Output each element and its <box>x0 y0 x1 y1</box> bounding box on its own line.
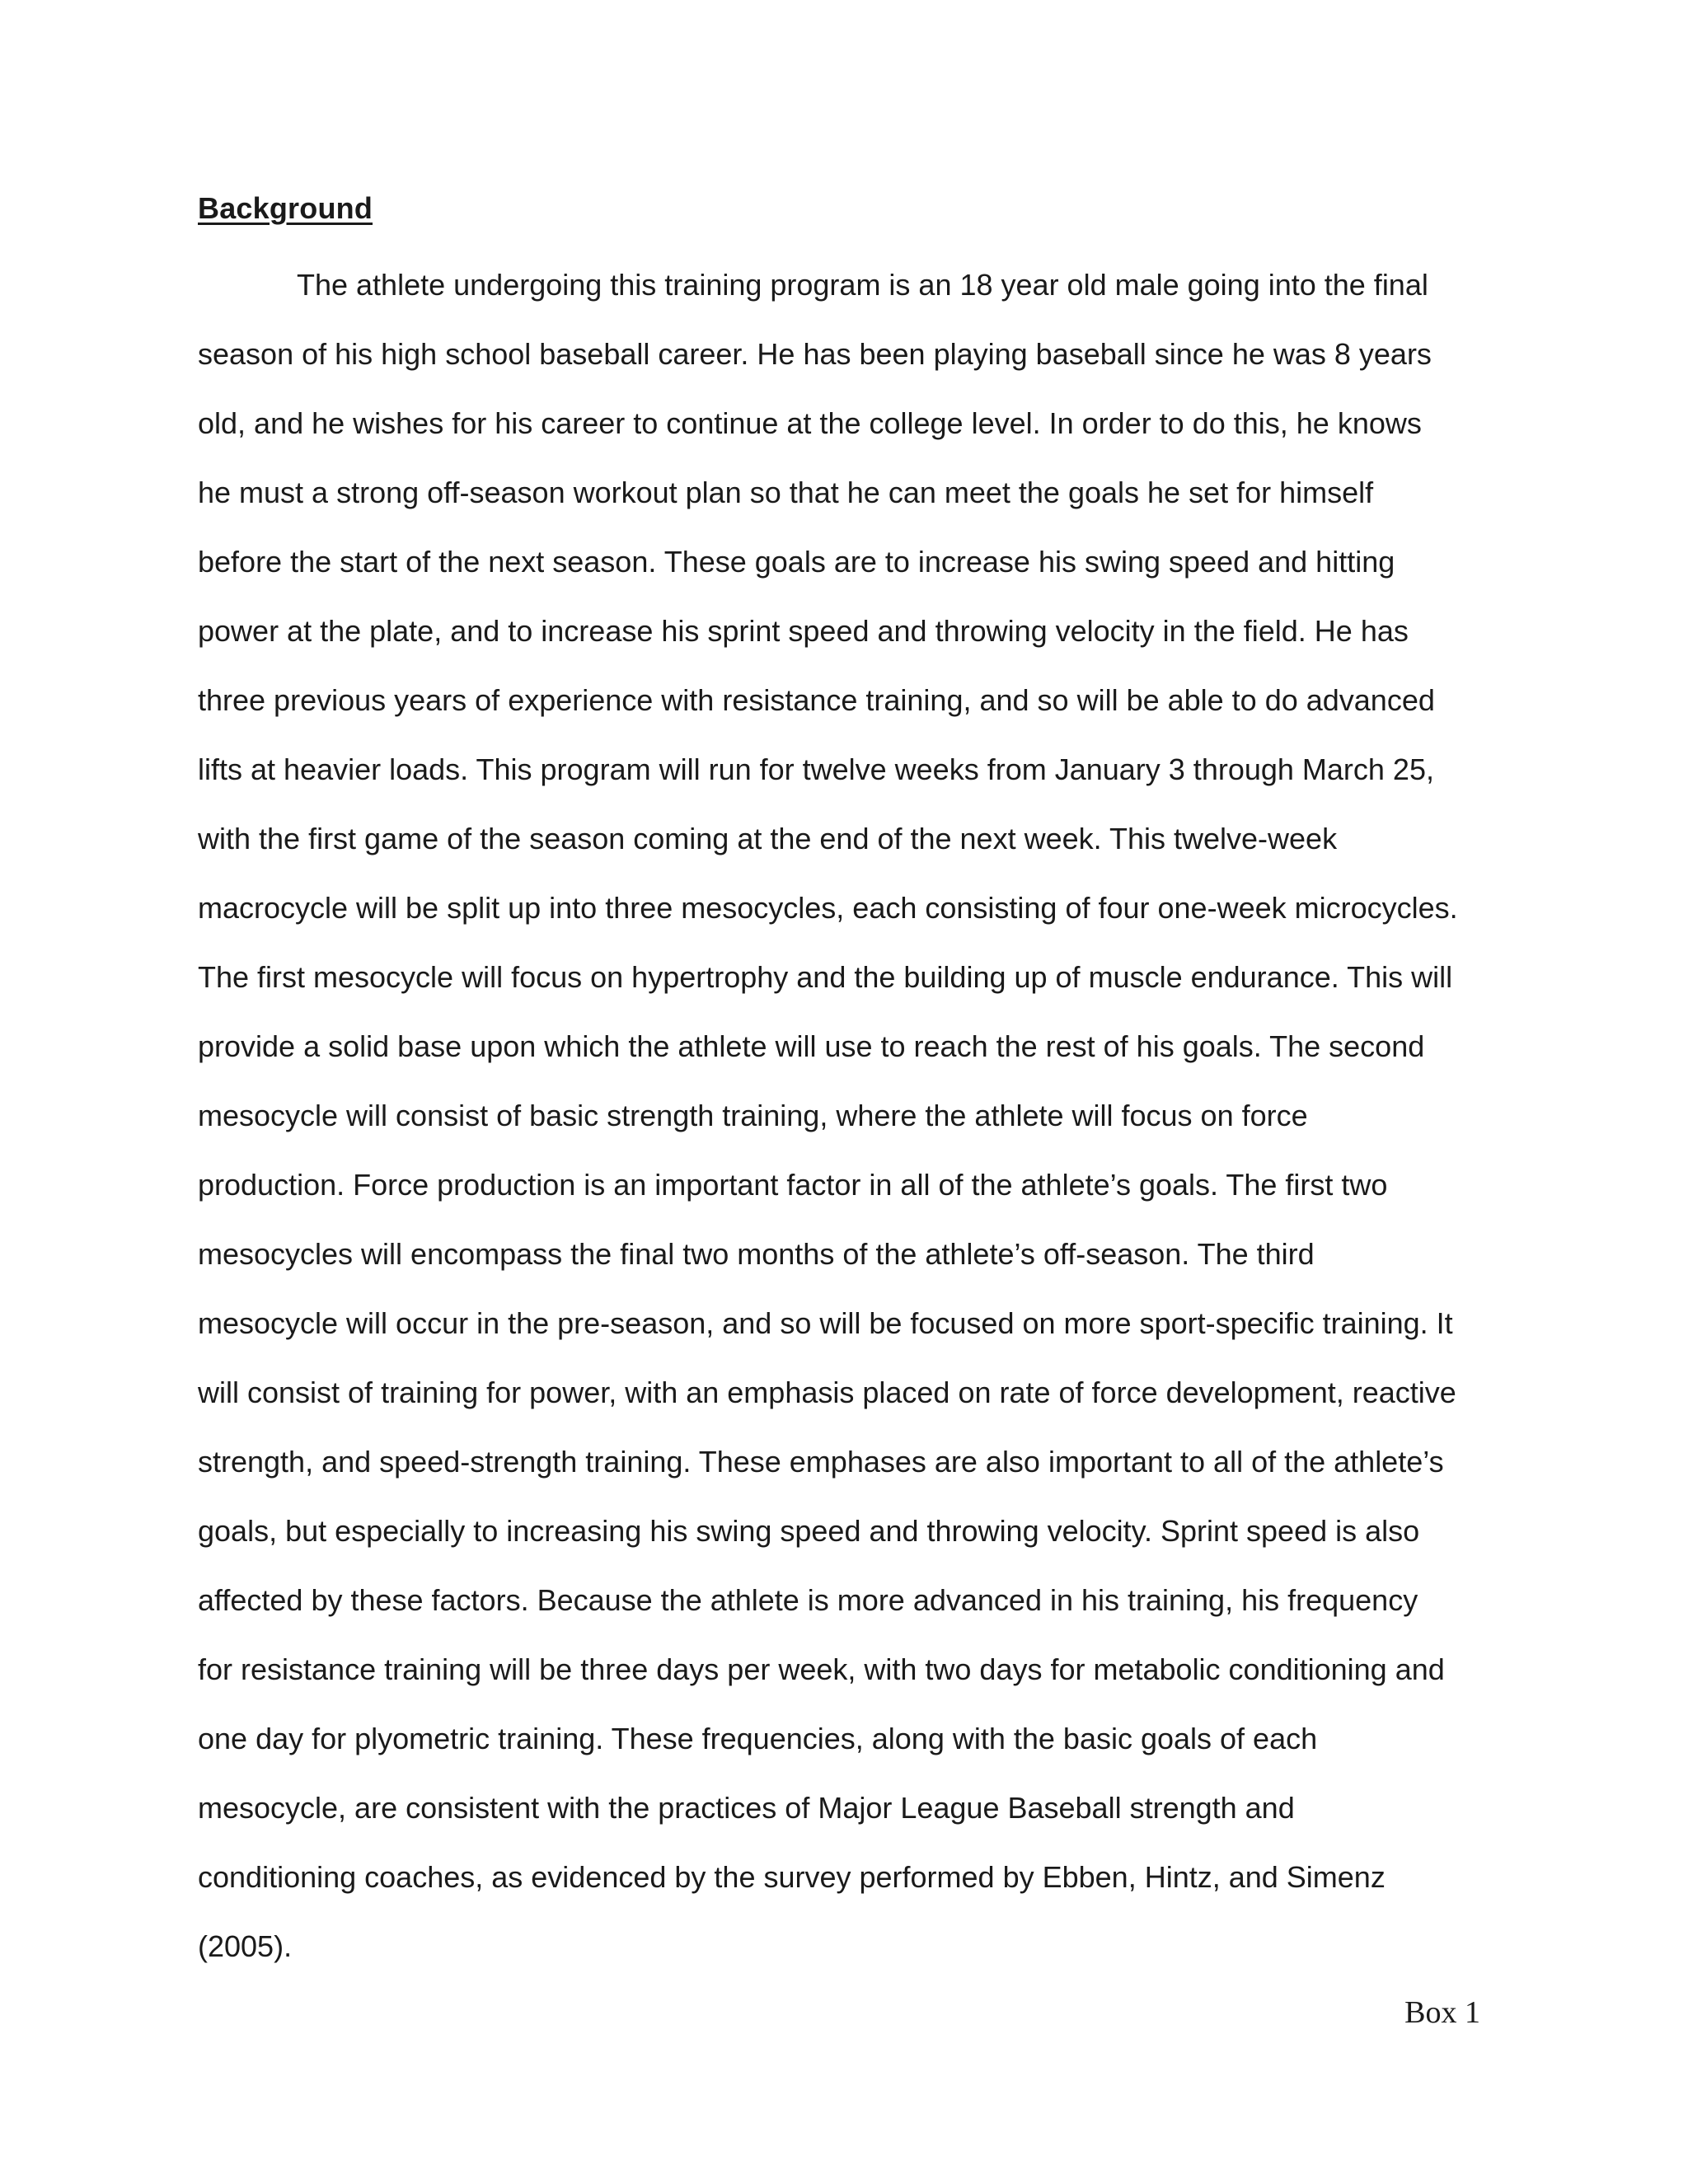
paragraph-line: power at the plate, and to increase his sprint speed and throwing velocity in the field. He has <box>198 614 1409 648</box>
paragraph-line: (2005). <box>198 1929 293 1963</box>
paragraph-line: before the start of the next season. These goals are to increase his swing speed and hitting <box>198 545 1395 579</box>
paragraph-line: strength, and speed-strength training. These emphases are also important to all of the athlete’s <box>198 1445 1444 1479</box>
section-heading: Background <box>198 191 373 225</box>
paragraph-line: affected by these factors. Because the athlete is more advanced in his training, his frequency <box>198 1583 1418 1617</box>
paragraph-line: The athlete undergoing this training program is an 18 year old male going into the final <box>297 268 1428 302</box>
page-number: Box 1 <box>1404 1995 1480 2030</box>
paragraph-line: The first mesocycle will focus on hypertrophy and the building up of muscle endurance. This will <box>198 960 1453 994</box>
paragraph-line: conditioning coaches, as evidenced by the survey performed by Ebben, Hintz, and Simenz <box>198 1860 1386 1894</box>
paragraph-line: for resistance training will be three days per week, with two days for metabolic conditioning and <box>198 1652 1445 1686</box>
paragraph-line: goals, but especially to increasing his swing speed and throwing velocity. Sprint speed is also <box>198 1514 1420 1548</box>
paragraph-line: production. Force production is an important factor in all of the athlete’s goals. The first two <box>198 1168 1388 1202</box>
paragraph-line: he must a strong off-season workout plan so that he can meet the goals he set for himself <box>198 476 1374 509</box>
paragraph-line: three previous years of experience with resistance training, and so will be able to do advanced <box>198 683 1435 717</box>
paragraph-line: mesocycle will occur in the pre-season, and so will be focused on more sport-specific training. It <box>198 1306 1453 1340</box>
paragraph-line: lifts at heavier loads. This program will run for twelve weeks from January 3 through March 25, <box>198 752 1434 786</box>
body-paragraph <box>198 264 1484 1994</box>
paragraph-line: old, and he wishes for his career to continue at the college level. In order to do this, he knows <box>198 406 1422 440</box>
paragraph-line: mesocycle will consist of basic strength training, where the athlete will focus on force <box>198 1099 1308 1132</box>
paragraph-line: mesocycle, are consistent with the practices of Major League Baseball strength and <box>198 1791 1295 1825</box>
paragraph-line: macrocycle will be split up into three mesocycles, each consisting of four one-week microcycles. <box>198 891 1458 925</box>
paragraph-line: season of his high school baseball career. He has been playing baseball since he was 8 years <box>198 337 1432 371</box>
paragraph-line: provide a solid base upon which the athlete will use to reach the rest of his goals. The second <box>198 1029 1425 1063</box>
paragraph-line: one day for plyometric training. These frequencies, along with the basic goals of each <box>198 1722 1318 1755</box>
paragraph-line: will consist of training for power, with an emphasis placed on rate of force development, reactive <box>198 1376 1456 1409</box>
paragraph-line: mesocycles will encompass the final two months of the athlete’s off-season. The third <box>198 1237 1315 1271</box>
paragraph-line: with the first game of the season coming at the end of the next week. This twelve-week <box>198 822 1338 855</box>
